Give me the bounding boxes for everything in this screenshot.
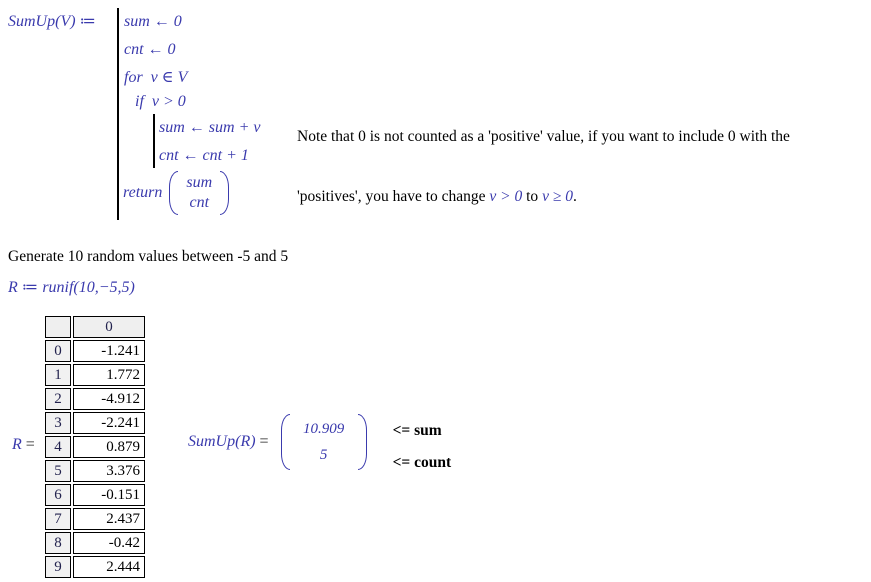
program-line-for: for v ∈ V <box>124 69 188 86</box>
note-connector: to <box>522 188 543 205</box>
row-index-cell: 0 <box>45 340 71 362</box>
right-paren-icon <box>358 414 367 470</box>
table-column-header: 0 <box>73 316 145 338</box>
result-sum-value: 10.909 <box>302 421 345 437</box>
result-expression <box>188 433 273 451</box>
r-table-label <box>12 436 39 454</box>
assign-operator: ≔ <box>75 13 101 30</box>
note-math-greater: v > 0 <box>489 188 523 205</box>
row-index-cell: 3 <box>45 412 71 434</box>
program-line-cnt-accumulate: cnt ← cnt + 1 <box>159 147 249 164</box>
row-value-cell[interactable]: -0.151 <box>73 484 145 506</box>
table-row <box>45 436 145 458</box>
table-row <box>45 484 145 506</box>
r-assign-operator: ≔ <box>17 279 43 296</box>
row-index-cell: 4 <box>45 436 71 458</box>
r-values-table[interactable] <box>43 314 147 580</box>
row-index-cell: 8 <box>45 532 71 554</box>
r-table-variable: R <box>12 436 22 453</box>
table-row <box>45 412 145 434</box>
row-index-cell: 6 <box>45 484 71 506</box>
left-paren-icon <box>281 414 290 470</box>
table-row <box>45 556 145 578</box>
row-value-cell[interactable]: 2.444 <box>73 556 145 578</box>
right-paren-icon <box>220 171 229 215</box>
row-value-cell[interactable]: -1.241 <box>73 340 145 362</box>
sumup-result-region[interactable] <box>188 409 451 475</box>
table-header-row <box>45 316 145 338</box>
program-line-sum-init: sum ← 0 <box>124 13 182 30</box>
r-table-equals: = <box>21 436 39 453</box>
row-value-cell[interactable]: 3.376 <box>73 460 145 482</box>
program-line-if: if v > 0 <box>135 93 186 110</box>
result-lhs-name: SumUp(R) <box>188 433 256 450</box>
row-value-cell[interactable]: -4.912 <box>73 388 145 410</box>
row-index-cell: 5 <box>45 460 71 482</box>
note-math-greater-equal: v ≥ 0 <box>542 188 573 205</box>
program-name: SumUp(V) <box>8 13 76 30</box>
program-return-line <box>123 169 229 217</box>
program-header <box>8 11 100 31</box>
program-body-bar <box>117 8 119 220</box>
result-equals: = <box>255 433 273 450</box>
row-value-cell[interactable]: 1.772 <box>73 364 145 386</box>
program-line-cnt-init: cnt ← 0 <box>124 41 176 58</box>
return-keyword: return <box>123 184 163 201</box>
row-index-cell: 7 <box>45 508 71 530</box>
row-index-cell: 1 <box>45 364 71 386</box>
note-line2-prefix: 'positives', you have to change <box>297 188 490 205</box>
table-row <box>45 364 145 386</box>
generate-text-region[interactable]: Generate 10 random values between -5 and 5 <box>8 248 289 265</box>
program-line-sum-accumulate: sum ← sum + v <box>159 119 261 136</box>
row-value-cell[interactable]: 2.437 <box>73 508 145 530</box>
note-text-region[interactable] <box>297 87 790 247</box>
result-vector <box>281 414 367 470</box>
note-line-1: Note that 0 is not counted as a 'positive' value, if you want to include 0 with the <box>297 128 790 145</box>
sum-annotation: <= sum <box>392 422 442 439</box>
table-row <box>45 508 145 530</box>
table-row <box>45 340 145 362</box>
if-body-bar <box>153 114 155 168</box>
table-row <box>45 388 145 410</box>
table-corner-cell <box>45 316 71 338</box>
table-row <box>45 460 145 482</box>
r-definition-rhs: runif(10,−5,5) <box>42 279 135 296</box>
note-line-2 <box>297 187 790 207</box>
return-vector-sum: sum <box>186 174 213 191</box>
count-annotation: <= count <box>392 454 452 471</box>
row-index-cell: 9 <box>45 556 71 578</box>
row-value-cell[interactable]: 0.879 <box>73 436 145 458</box>
table-row <box>45 532 145 554</box>
return-vector-cnt: cnt <box>189 194 210 211</box>
result-count-value: 5 <box>319 447 328 463</box>
row-value-cell[interactable]: -2.241 <box>73 412 145 434</box>
left-paren-icon <box>169 171 178 215</box>
r-definition-region[interactable] <box>8 277 135 297</box>
return-vector <box>169 171 229 215</box>
result-annotations <box>393 422 452 472</box>
row-index-cell: 2 <box>45 388 71 410</box>
r-definition-lhs: R <box>8 279 18 296</box>
row-value-cell[interactable]: -0.42 <box>73 532 145 554</box>
note-period: . <box>572 188 577 205</box>
